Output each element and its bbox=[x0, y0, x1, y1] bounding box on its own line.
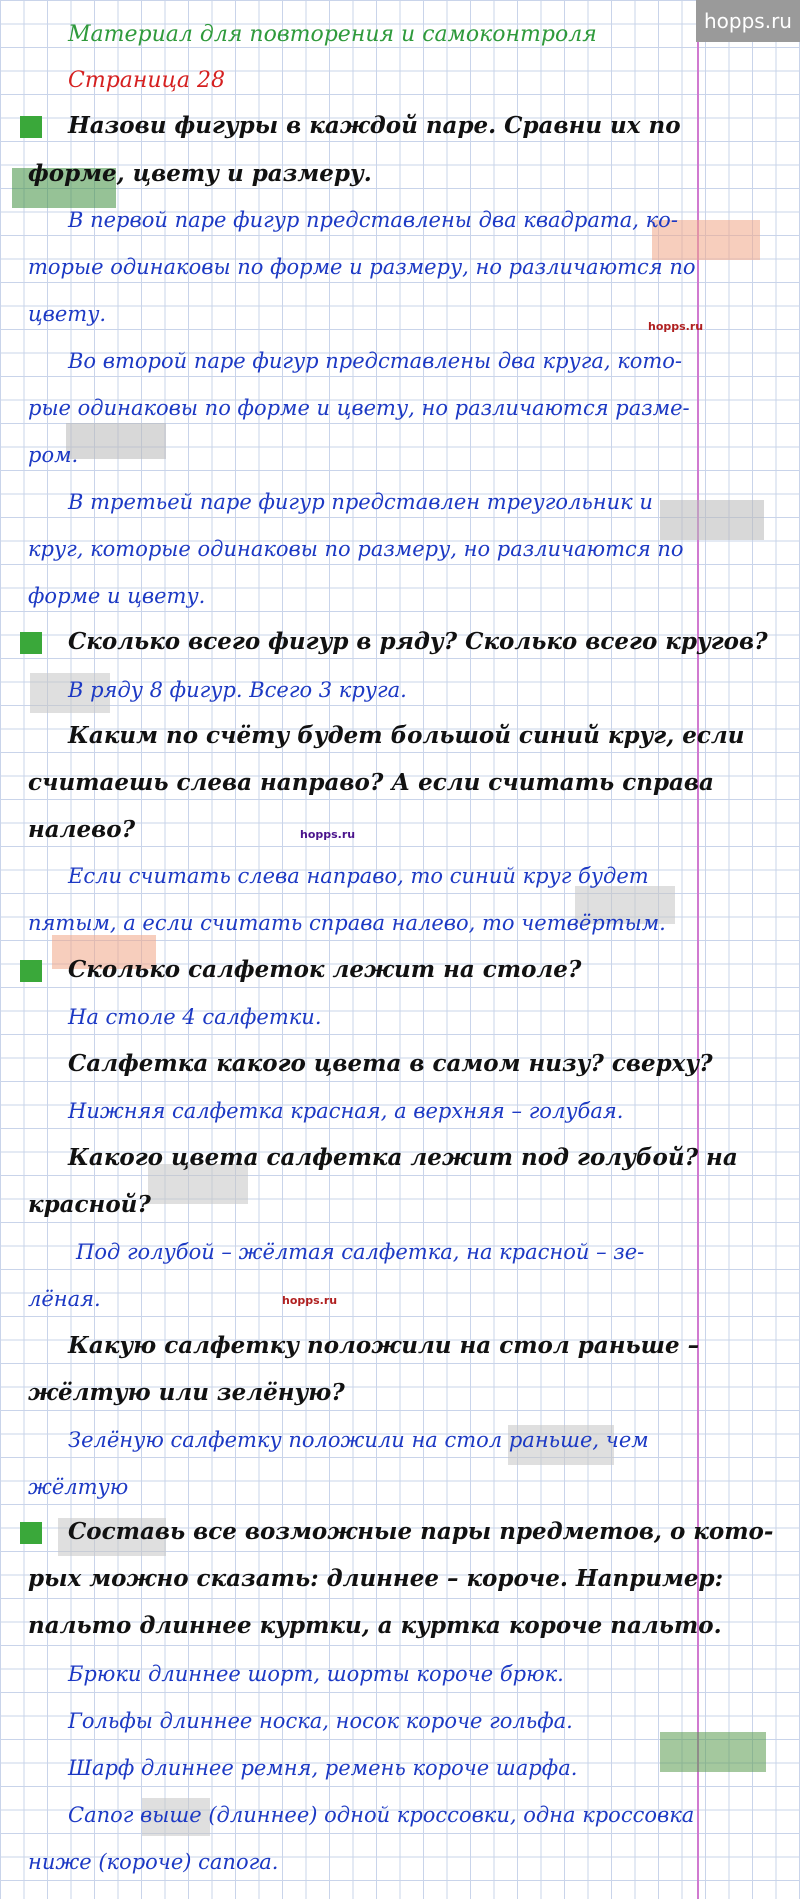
task-text: Каким по счёту будет большой синий круг, если bbox=[68, 722, 745, 749]
task-text: Какого цвета салфетка лежит под голубой? на bbox=[68, 1144, 738, 1171]
task-text: Назови фигуры в каждой паре. Сравни их по bbox=[68, 112, 681, 139]
answer-text: жёлтую bbox=[28, 1475, 129, 1499]
watermark-text: hopps.ru bbox=[282, 1294, 338, 1307]
watermark-patch bbox=[660, 1732, 766, 1772]
answer-text: Брюки длиннее шорт, шорты короче брюк. bbox=[68, 1662, 564, 1686]
task-text: Сколько всего фигур в ряду? Сколько всего кругов? bbox=[68, 628, 768, 655]
answer-text: В первой паре фигур представлены два квадрата, ко- bbox=[68, 208, 678, 232]
answer-text: Сапог выше (длиннее) одной кроссовки, одна кроссовка bbox=[68, 1803, 695, 1827]
answer-text: В третьей паре фигур представлен треугольник и bbox=[68, 490, 653, 514]
answer-text: На столе 4 салфетки. bbox=[68, 1005, 322, 1029]
answer-text: пятым, а если считать справа налево, то четвёртым. bbox=[28, 911, 666, 935]
task-text: Салфетка какого цвета в самом низу? сверху? bbox=[68, 1050, 713, 1077]
watermark-patch bbox=[66, 423, 166, 459]
answer-text: Если считать слева направо, то синий круг будет bbox=[68, 864, 649, 888]
answer-text: ром. bbox=[28, 443, 79, 467]
section-title: Материал для повторения и самоконтроля bbox=[68, 22, 597, 47]
task-text: жёлтую или зелёную? bbox=[28, 1379, 345, 1406]
answer-text: Во второй паре фигур представлены два круга, кото- bbox=[68, 349, 683, 373]
task-bullet bbox=[20, 960, 42, 982]
page-number: Страница 28 bbox=[68, 68, 226, 93]
answer-text: Зелёную салфетку положили на стол раньше, чем bbox=[68, 1428, 649, 1452]
task-text: форме, цвету и размеру. bbox=[28, 160, 372, 187]
task-text: пальто длиннее куртки, а куртка короче пальто. bbox=[28, 1612, 722, 1639]
watermark-text: hopps.ru bbox=[300, 828, 356, 841]
task-text: считаешь слева направо? А если считать справа bbox=[28, 769, 714, 796]
answer-text: торые одинаковы по форме и размеру, но различаются по bbox=[28, 255, 696, 279]
task-text: Составь все возможные пары предметов, о кото- bbox=[68, 1518, 774, 1545]
corner-watermark: hopps.ru bbox=[696, 0, 800, 42]
answer-text: круг, которые одинаковы по размеру, но различаются по bbox=[28, 537, 684, 561]
watermark-text: hopps.ru bbox=[648, 320, 704, 333]
task-text: Сколько салфеток лежит на столе? bbox=[68, 956, 582, 983]
answer-text: Под голубой – жёлтая салфетка, на красной – зе- bbox=[76, 1240, 645, 1264]
task-bullet bbox=[20, 116, 42, 138]
task-text: Какую салфетку положили на стол раньше – bbox=[68, 1332, 700, 1359]
answer-text: лёная. bbox=[28, 1287, 101, 1311]
answer-text: рые одинаковы по форме и цвету, но различаются разме- bbox=[28, 396, 690, 420]
answer-text: Шарф длиннее ремня, ремень короче шарфа. bbox=[68, 1756, 578, 1780]
task-text: налево? bbox=[28, 816, 136, 843]
task-bullet bbox=[20, 632, 42, 654]
answer-text: Нижняя салфетка красная, а верхняя – голубая. bbox=[68, 1099, 624, 1123]
answer-text: Гольфы длиннее носка, носок короче гольфа. bbox=[68, 1709, 573, 1733]
task-text: рых можно сказать: длиннее – короче. Например: bbox=[28, 1565, 724, 1592]
answer-text: ниже (короче) сапога. bbox=[28, 1850, 279, 1874]
task-text: красной? bbox=[28, 1191, 151, 1218]
answer-text: форме и цвету. bbox=[28, 584, 206, 608]
watermark-patch bbox=[660, 500, 764, 540]
task-bullet bbox=[20, 1522, 42, 1544]
answer-text: цвету. bbox=[28, 302, 107, 326]
answer-text: В ряду 8 фигур. Всего 3 круга. bbox=[68, 678, 407, 702]
